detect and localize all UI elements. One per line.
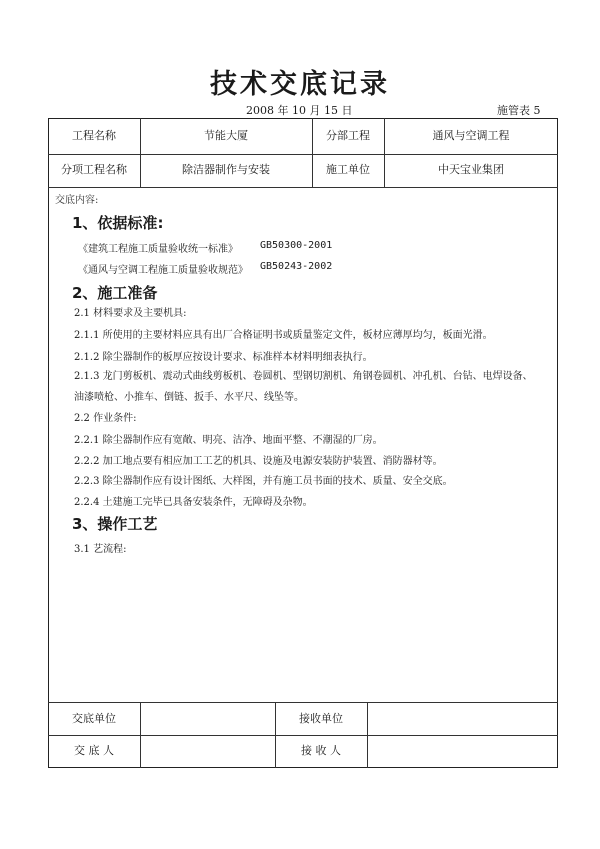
section-2-heading: 2、施工准备 [72,284,158,302]
issuer-person-label: 交 底 人 [74,744,114,757]
paragraph-2-1-3: 2.1.3 龙门剪板机、震动式曲线剪板机、卷圆机、型钢切割机、角钢卷圆机、冲孔机、台钻、电焊设备、油漆喷枪、小推车、倒链、扳手、水平尺、线坠等。 [74,371,533,403]
standard-name: 《建筑工程施工质量验收统一标准》 [78,244,238,255]
paragraph-2-1-1: 2.1.1 所使用的主要材料应具有出厂合格证明书或质量鉴定文件，板材应薄厚均匀，板面光滑。 [74,330,493,341]
standard-item [78,240,333,255]
section-3-heading: 3、操作工艺 [72,515,158,533]
row-divider [48,187,558,188]
issuer-unit-label: 交底单位 [72,712,116,725]
form-number: 施管表 5 [497,104,541,117]
column-divider [140,702,141,768]
contractor-label: 施工单位 [326,163,370,176]
paragraph-2-2-3: 2.2.3 除尘器制作应有设计图纸、大样图，并有施工员书面的技术、质量、安全交底。 [74,476,453,487]
row-divider [48,154,558,155]
standard-item [78,261,333,276]
division-value[interactable]: 通风与空调工程 [432,129,510,142]
project-name-value[interactable]: 节能大厦 [204,129,248,142]
subitem-value[interactable]: 除洁器制作与安装 [182,163,270,176]
row-divider [48,735,558,736]
row-divider [48,702,558,703]
subitem-label: 分项工程名称 [61,163,127,176]
standard-code: GB50300-2001 [260,240,333,251]
content-label: 交底内容: [55,195,99,206]
column-divider [367,702,368,768]
paragraph-2-2: 2.2 作业条件: [74,413,137,424]
section-1-heading: 1、依据标准: [72,214,164,232]
paragraph-2-2-2: 2.2.2 加工地点要有相应加工工艺的机具、设施及电源安装防护装置、消防器材等。 [74,456,443,467]
paragraph-2-1-2: 2.1.2 除尘器制作的板厚应按设计要求、标准样本材料明细表执行。 [74,352,373,363]
project-name-label: 工程名称 [72,129,116,142]
paragraph-2-1: 2.1 材料要求及主要机具: [74,308,187,319]
page-title: 技术交底记录 [210,69,390,100]
paragraph-3-1: 3.1 艺流程: [74,544,127,555]
paragraph-2-2-1: 2.2.1 除尘器制作应有宽敞、明亮、洁净、地面平整、不潮湿的厂房。 [74,435,383,446]
receiver-person-label: 接 收 人 [301,744,341,757]
standard-name: 《通风与空调工程施工质量验收规范》 [78,265,248,276]
paragraph-2-2-4: 2.2.4 土建施工完毕已具备安装条件，无障碍及杂物。 [74,497,313,508]
division-label: 分部工程 [326,129,370,142]
standard-code: GB50243-2002 [260,261,333,272]
receiver-unit-label: 接收单位 [299,712,343,725]
contractor-value[interactable]: 中天宝业集团 [438,163,504,176]
record-date: 2008 年 10 月 15 日 [246,104,353,117]
